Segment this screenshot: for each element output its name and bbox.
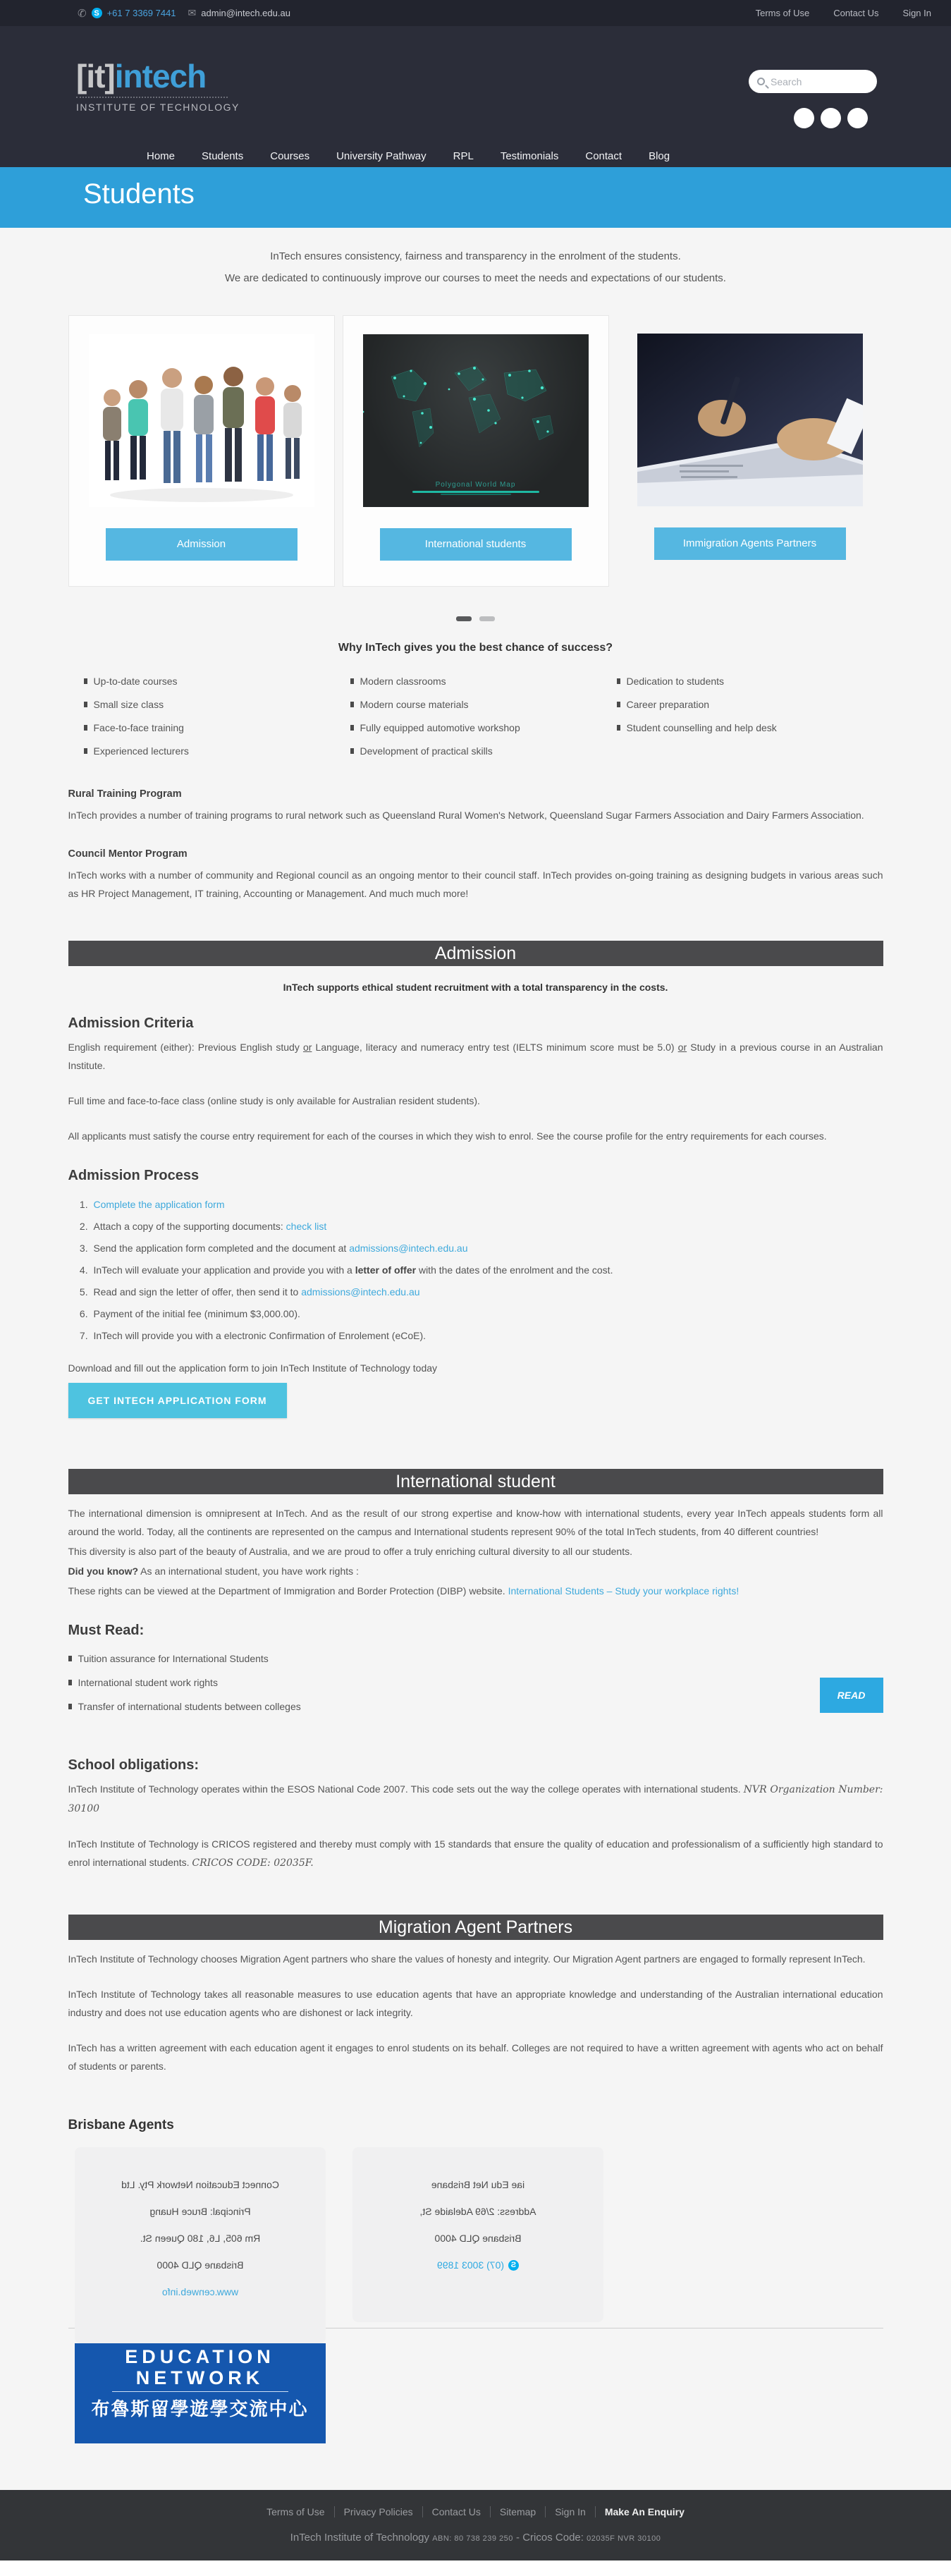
site-footer xyxy=(0,2490,951,2560)
footer-link-terms[interactable]: Terms of Use xyxy=(266,2506,325,2517)
search-input[interactable] xyxy=(771,76,862,87)
footer-org-line: InTech Institute of Technology ABN: 80 738 239 250 - Cricos Code: 02035F NVR 30100 xyxy=(290,2532,661,2544)
agent-name: iae Edu Net Brisbane xyxy=(431,2179,524,2190)
square-bullet-icon xyxy=(617,725,620,731)
intro-line-1: InTech ensures consistency, fairness and transparency in the enrolment of the students. xyxy=(270,250,681,262)
topbar-link-terms[interactable]: Terms of Use xyxy=(755,8,810,18)
school-obligations-p2: InTech Institute of Technology is CRICOS registered and thereby must comply with 15 standards that ensure the quality of education and professionalism of a sufficiently high standard to enrol international students. CRICOS CODE: 02035F. xyxy=(68,1838,883,1869)
logo-subtitle: INSTITUTE OF TECHNOLOGY xyxy=(76,102,240,113)
square-bullet-icon xyxy=(617,702,620,707)
world-map-image xyxy=(363,334,589,507)
social-icon-3[interactable] xyxy=(847,108,868,128)
square-bullet-icon xyxy=(617,678,620,684)
international-section-bar: International student xyxy=(68,1469,883,1494)
social-icons xyxy=(794,108,868,128)
benefit-item: Fully equipped automotive workshop xyxy=(350,722,617,733)
rural-program-title: Rural Training Program xyxy=(68,788,182,800)
nav-contact[interactable]: Contact xyxy=(585,150,622,162)
site-logo[interactable] xyxy=(76,60,240,113)
footer-links xyxy=(257,2506,694,2517)
must-read-item: International student work rights xyxy=(68,1677,883,1688)
why-column-1 xyxy=(84,676,350,769)
top-utility-bar xyxy=(0,0,951,26)
agent-card-iae-edu-net xyxy=(352,2147,603,2322)
nav-students[interactable]: Students xyxy=(202,150,244,162)
square-bullet-icon xyxy=(350,678,354,684)
page-banner xyxy=(0,167,951,228)
why-column-2 xyxy=(350,676,617,769)
bottom-strip xyxy=(0,2560,951,2576)
square-bullet-icon xyxy=(84,702,87,707)
rural-program-text: InTech provides a number of training programs to rural network such as Queensland Rural Women's Network, Queensland Sugar Farmers Association and Dairy Farmers Association. xyxy=(68,810,864,821)
square-bullet-icon xyxy=(84,678,87,684)
international-students-card xyxy=(343,315,609,587)
page-title: Students xyxy=(83,178,195,209)
social-icon-1[interactable] xyxy=(794,108,814,128)
benefit-item: Modern course materials xyxy=(350,699,617,710)
admission-card xyxy=(68,315,335,587)
admission-card-button[interactable]: Admission xyxy=(106,528,297,561)
agent-card-connect-education xyxy=(75,2147,326,2343)
logo-divider xyxy=(76,97,228,98)
carousel-dots xyxy=(68,612,883,623)
nav-university-pathway[interactable]: University Pathway xyxy=(336,150,427,162)
immigration-agents-card xyxy=(617,315,883,587)
school-obligations-p1: InTech Institute of Technology operates within the ESOS National Code 2007. This code sets out the way the college operates with international students. NVR Organization Number: 30100 xyxy=(68,1783,883,1814)
phone-icon: ✆ xyxy=(78,7,87,20)
email-icon: ✉ xyxy=(188,7,197,18)
benefit-item: Experienced lecturers xyxy=(84,745,350,757)
agent-address-1: Address: 2/69 Adelaide St, xyxy=(419,2206,536,2217)
benefit-item: Career preparation xyxy=(617,699,883,710)
did-you-know-text: Did you know? As an international student, you have work rights : xyxy=(68,1565,359,1577)
logo-rule xyxy=(112,2391,288,2392)
must-read-item: Tuition assurance for International Students xyxy=(68,1653,883,1664)
nav-rpl[interactable]: RPL xyxy=(453,150,474,162)
admissions-email-link[interactable]: admissions@intech.edu.au xyxy=(349,1243,468,1254)
nav-blog[interactable]: Blog xyxy=(649,150,670,162)
admission-process-list xyxy=(81,1194,883,1347)
work-rights-text: These rights can be viewed at the Department of Immigration and Border Protection (DIBP) website. International Students – Study your workplace rights! xyxy=(68,1585,740,1597)
square-bullet-icon xyxy=(350,702,354,707)
why-column-3 xyxy=(617,676,883,769)
download-note: Download and fill out the application form to join InTech Institute of Technology today xyxy=(68,1362,438,1374)
admissions-email-link[interactable]: admissions@intech.edu.au xyxy=(301,1286,420,1298)
skype-icon: S xyxy=(508,2260,518,2271)
square-bullet-icon xyxy=(68,1704,72,1709)
footer-link-signin[interactable]: Sign In xyxy=(545,2506,595,2517)
immigration-agents-card-button[interactable]: Immigration Agents Partners xyxy=(654,527,846,560)
square-bullet-icon xyxy=(68,1656,72,1661)
process-step-1 xyxy=(91,1194,883,1216)
international-students-card-button[interactable]: International students xyxy=(380,528,572,561)
benefit-item: Small size class xyxy=(84,699,350,710)
benefit-item: Face-to-face training xyxy=(84,722,350,733)
logo-name: intech xyxy=(114,58,207,94)
international-p2: This diversity is also part of the beauty of Australia, and we are proud to offer a truly enriching cultural diversity to all our students. xyxy=(68,1546,632,1557)
site-header xyxy=(0,26,951,167)
promo-carousel xyxy=(68,315,883,587)
process-step-3: 3. Send the application form completed and the document at admissions@intech.edu.au xyxy=(91,1238,883,1259)
council-program-title: Council Mentor Program xyxy=(68,848,188,860)
council-program-text: InTech works with a number of community and Regional council as an ongoing mentor to their council staff. InTech provides on-going training as designing budgets in various areas such as HR Project Management, IT training, Accounting or Management. And much much more! xyxy=(68,869,883,899)
agent-address-2: Brisbane QLD 4000 xyxy=(434,2233,521,2244)
footer-link-enquiry[interactable]: Make An Enquiry xyxy=(595,2506,694,2517)
agent-phone-link[interactable]: S (07) 3003 1899 xyxy=(437,2252,519,2278)
map-caption: Polygonal World Map xyxy=(435,481,516,489)
search-box[interactable] xyxy=(749,70,877,93)
check-list-link[interactable]: check list xyxy=(286,1221,327,1232)
migration-p1: InTech Institute of Technology chooses Migration Agent partners who share the values of honesty and integrity. Our Migration Agent partners are engaged to formally represent InTech. xyxy=(68,1953,866,1965)
workplace-rights-link[interactable]: International Students – Study your workplace rights! xyxy=(508,1585,740,1597)
square-bullet-icon xyxy=(350,748,354,754)
process-step-5: 5. Read and sign the letter of offer, then send it to admissions@intech.edu.au xyxy=(91,1281,883,1303)
read-button[interactable]: READ xyxy=(820,1678,883,1713)
email-link[interactable]: admin@intech.edu.au xyxy=(201,8,290,18)
applicants-text: All applicants must satisfy the course entry requirement for each of the courses in which they wish to enrol. See the course profile for the entry requirements for each courses. xyxy=(68,1130,827,1142)
fulltime-text: Full time and face-to-face class (online study is only available for Australian resident students). xyxy=(68,1095,480,1106)
must-read-heading: Must Read: xyxy=(68,1623,145,1638)
students-group-photo xyxy=(89,334,314,507)
nav-courses[interactable]: Courses xyxy=(270,150,310,162)
footer-link-sitemap[interactable]: Sitemap xyxy=(490,2506,545,2517)
search-icon xyxy=(757,78,765,85)
signing-document-photo xyxy=(637,334,863,506)
square-bullet-icon xyxy=(68,1680,72,1685)
benefit-item: Modern classrooms xyxy=(350,676,617,687)
education-network-logo: EDUCATION NETWORK 布魯斯留學遊學交流中心 xyxy=(75,2343,326,2443)
international-p1: The international dimension is omnipresent at InTech. And as the result of our strong expertise and know-how with international students, every year InTech appeals students form all around the world. Today, all the continents are represented on the campus and International students represent 90% of the total InTech students, from 40 different countries! xyxy=(68,1508,883,1537)
must-read-section xyxy=(68,1623,883,1712)
admission-process-heading: Admission Process xyxy=(68,1168,200,1183)
square-bullet-icon xyxy=(84,725,87,731)
agent-address-1: Rm 605, L6, 180 Queen St. xyxy=(140,2233,260,2244)
why-benefits-grid xyxy=(68,676,883,769)
must-read-list xyxy=(68,1653,883,1712)
logo-bracket: [it] xyxy=(76,58,115,94)
process-step-2: 2. Attach a copy of the supporting documents: check list xyxy=(91,1216,883,1238)
process-step-6: 6. Payment of the initial fee (minimum $3,000.00). xyxy=(91,1303,883,1325)
must-read-item: Transfer of international students between colleges xyxy=(68,1701,883,1712)
get-application-form-button[interactable]: GET INTECH APPLICATION FORM xyxy=(68,1383,287,1418)
topbar-link-contact[interactable]: Contact Us xyxy=(833,8,879,18)
process-step-4: 4. InTech will evaluate your application and provide you with a letter of offer with the dates of the enrolment and the cost. xyxy=(91,1259,883,1281)
admission-section-bar: Admission xyxy=(68,941,883,966)
benefit-item: Student counselling and help desk xyxy=(617,722,883,733)
why-heading: Why InTech gives you the best chance of success? xyxy=(338,642,613,654)
carousel-dot-1[interactable] xyxy=(456,616,472,621)
social-icon-2[interactable] xyxy=(821,108,841,128)
agent-address-2: Brisbane QLD 4000 xyxy=(157,2259,243,2271)
skype-icon: S xyxy=(92,8,102,18)
carousel-dot-2[interactable] xyxy=(479,616,495,621)
agent-name: Connect Education Network Pty. Ltd xyxy=(121,2179,279,2190)
agent-website-link[interactable]: www.cenweb.info xyxy=(161,2286,238,2297)
footer-link-privacy[interactable]: Privacy Policies xyxy=(334,2506,422,2517)
brisbane-agents-heading: Brisbane Agents xyxy=(68,2118,174,2132)
main-nav xyxy=(147,150,670,162)
agent-principal: Principal: Bruce Huang xyxy=(149,2206,251,2217)
benefit-item: Development of practical skills xyxy=(350,745,617,757)
intro-line-2: We are dedicated to continuously improve our courses to meet the needs and expectations of our students. xyxy=(225,272,726,284)
benefit-item: Dedication to students xyxy=(617,676,883,687)
migration-section-bar: Migration Agent Partners xyxy=(68,1915,883,1940)
nav-testimonials[interactable]: Testimonials xyxy=(500,150,559,162)
footer-link-contact[interactable]: Contact Us xyxy=(422,2506,490,2517)
intro-text xyxy=(68,228,883,284)
migration-p3: InTech has a written agreement with each education agent it engages to enrol students on its behalf. Colleges are not required to have a written agreement with agents who act on behalf of students or parents. xyxy=(68,2042,883,2072)
square-bullet-icon xyxy=(350,725,354,731)
process-step-7: 7. InTech will provide you with a electronic Confirmation of Enrolement (eCoE). xyxy=(91,1325,883,1347)
topbar-link-signin[interactable]: Sign In xyxy=(902,8,931,18)
brisbane-agents-section xyxy=(68,2143,883,2462)
migration-p2: InTech Institute of Technology takes all reasonable measures to use education agents that have an appropriate knowledge and understanding of the Australian international education industry and does not use education agents who are dishonest or lack integrity. xyxy=(68,1989,883,2018)
school-obligations-heading: School obligations: xyxy=(68,1757,200,1773)
nav-home[interactable]: Home xyxy=(147,150,176,162)
admission-criteria-heading: Admission Criteria xyxy=(68,1015,194,1031)
phone-number-link[interactable]: +61 7 3369 7441 xyxy=(106,8,176,18)
english-requirement-text: English requirement (either): Previous English study or Language, literacy and numeracy entry test (IELTS minimum score must be 5.0) or Study in a previous course in an Australian Institute. xyxy=(68,1042,883,1071)
benefit-item: Up-to-date courses xyxy=(84,676,350,687)
square-bullet-icon xyxy=(84,748,87,754)
application-form-link[interactable]: Complete the application form xyxy=(93,1199,225,1210)
admission-tagline: InTech supports ethical student recruitment with a total transparency in the costs. xyxy=(283,982,668,993)
